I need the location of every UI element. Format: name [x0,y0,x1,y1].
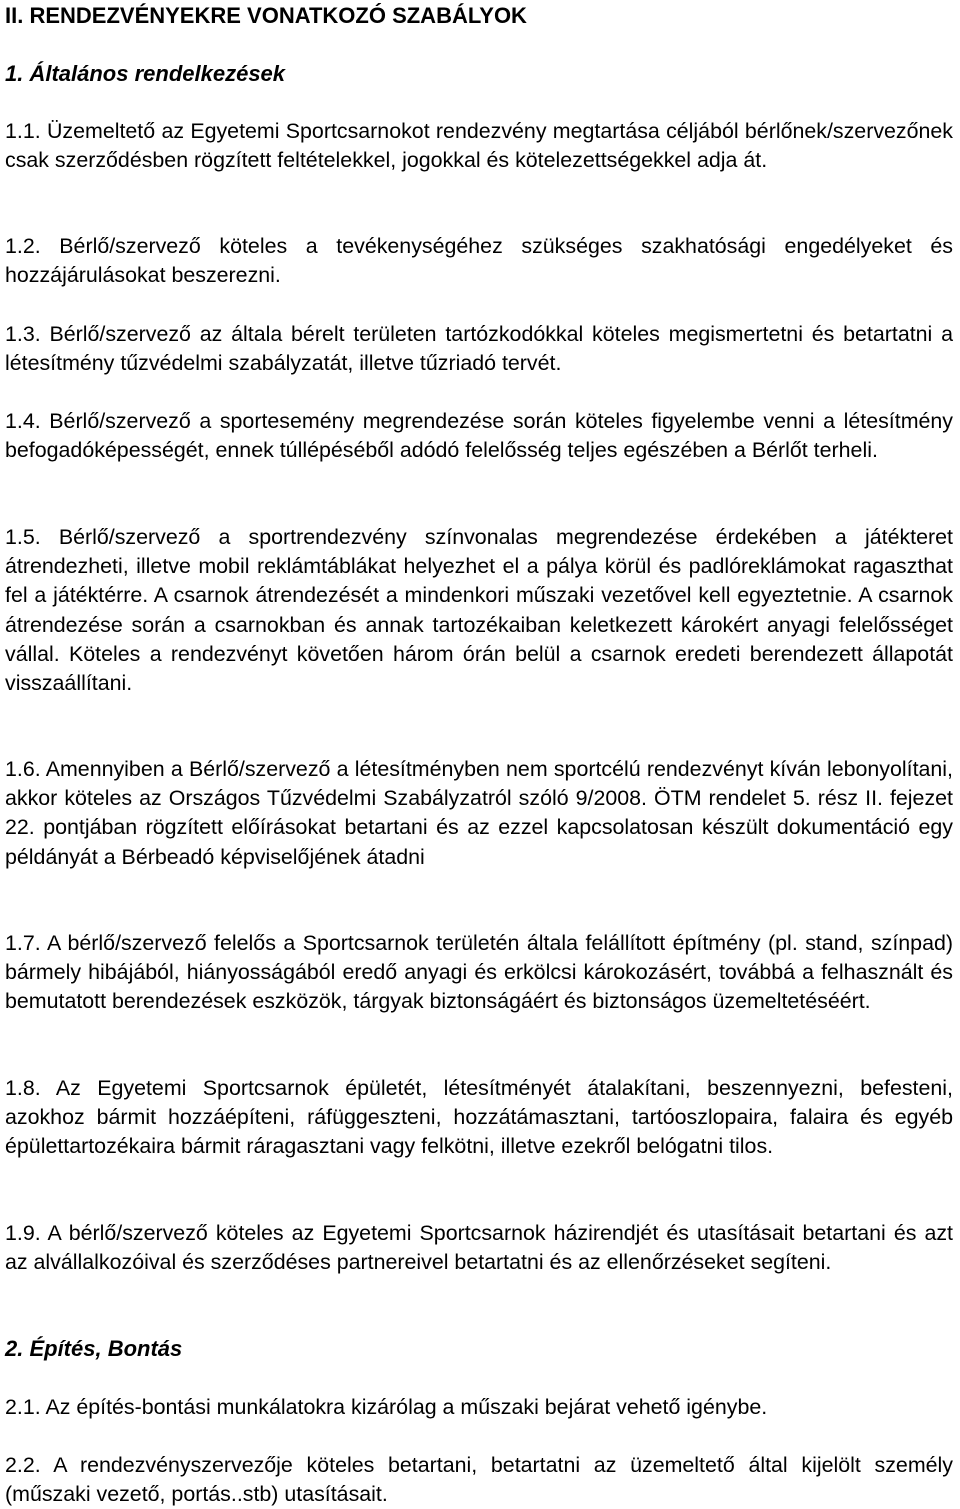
paragraph-2-2: 2.2. A rendezvényszervezője köteles betartani, betartatni az üzemeltető által kijelölt személy (műszaki vezető, portás..stb) utasításait. [5,1453,953,1507]
paragraph-1-2: 1.2. Bérlő/szervező köteles a tevékenységéhez szükséges szakhatósági engedélyeket és hozzájárulásokat beszerezni. [5,234,953,288]
section-title: II. RENDEZVÉNYEKRE VONATKOZÓ SZABÁLYOK [5,3,527,28]
paragraph-1-7: 1.7. A bérlő/szervező felelős a Sportcsarnok területén általa felállított építmény (pl. stand, színpad) bármely hibájából, hiányosságából eredő anyagi és erkölcsi károkozásért, továbbá a felhasznált és bemutatott berendezések eszközök, tárgyak biztonságáért és biztonságos üzemeltetéséért. [5,931,953,1014]
paragraph-1-4: 1.4. Bérlő/szervező a sportesemény megrendezése során köteles figyelembe venni a létesítmény befogadóképességét, ennek túllépéséből adódó felelősség teljes egészében a Bérlőt terheli. [5,409,953,463]
paragraph-1-1: 1.1. Üzemeltető az Egyetemi Sportcsarnokot rendezvény megtartása céljából bérlőnek/szervezőnek csak szerződésben rögzített feltételekkel, jogokkal és kötelezettségekkel adja át. [5,119,953,173]
subsection-title-general: 1. Általános rendelkezések [5,61,286,86]
subsection-title-construction: 2. Építés, Bontás [5,1336,183,1361]
paragraph-1-5: 1.5. Bérlő/szervező a sportrendezvény színvonalas megrendezése érdekében a játékteret átrendezheti, illetve mobil reklámtáblákat helyezhet el a pálya körül és padlóreklámokat ragaszthat fel a játéktérre. A csarnok átrendezését a mindenkori műszaki vezetővel kell egyeztetnie. A csarnok átrendezése során a csarnokban és annak tartozékaiban keletkezett károkért anyagi felelősséget vállal. Köteles a rendezvényt követően három órán belül a csarnok eredeti berendezett állapotát visszaállítani. [5,525,953,696]
paragraph-2-1: 2.1. Az építés-bontási munkálatokra kizárólag a műszaki bejárat vehető igénybe. [5,1395,768,1419]
paragraph-1-6: 1.6. Amennyiben a Bérlő/szervező a létesítményben nem sportcélú rendezvényt kíván lebonyolítani, akkor köteles az Országos Tűzvédelmi Szabályzatról szóló 9/2008. ÖTM rendelet 5. rész II. fejezet 22. pontjában rögzített előírásokat betartani és az ezzel kapcsolatosan készült dokumentáció egy példányát a Bérbeadó képviselőjének átadni [5,757,953,869]
paragraph-1-8: 1.8. Az Egyetemi Sportcsarnok épületét, létesítményét átalakítani, beszennyezni, befesteni, azokhoz bármit hozzáépíteni, ráfüggeszteni, hozzátámasztani, tartóoszlopaira, falaira és egyéb épülettartozékaira bármit ráragasztani vagy felkötni, illetve ezekről belógatni tilos. [5,1076,953,1159]
paragraph-1-3: 1.3. Bérlő/szervező az általa bérelt területen tartózkodókkal köteles megismertetni és betartatni a létesítmény tűzvédelmi szabályzatát, illetve tűzriadó tervét. [5,322,953,376]
paragraph-1-9: 1.9. A bérlő/szervező köteles az Egyetemi Sportcsarnok házirendjét és utasításait betartani és azt az alvállalkozóival és szerződéses partnereivel betartatni és az ellenőrzéseket segíteni. [5,1221,953,1275]
